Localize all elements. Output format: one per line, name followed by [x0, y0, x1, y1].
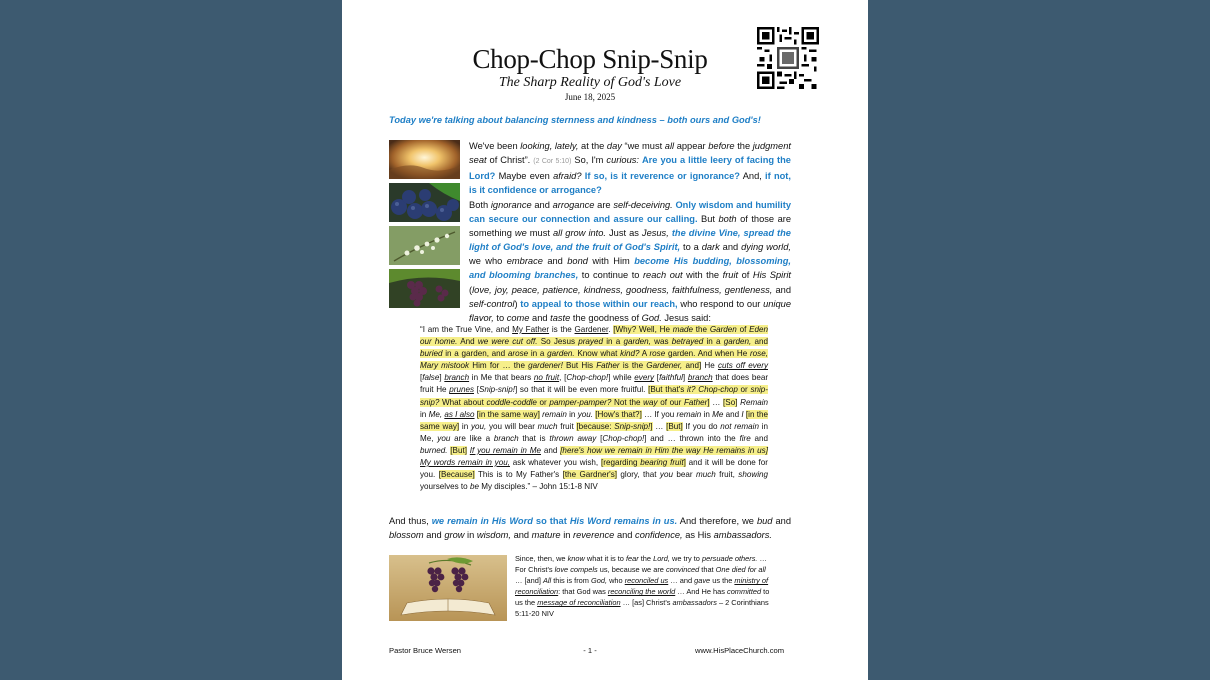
text-segment: with Him — [587, 256, 635, 267]
text-segment: One died for all — [715, 565, 766, 575]
text-segment: He — [701, 361, 718, 371]
page-subtitle: The Sharp Reality of God's Love — [498, 75, 682, 90]
text-segment: wisdom, — [476, 530, 511, 541]
text-segment: taste — [550, 312, 571, 323]
text-segment: with the — [682, 270, 723, 281]
emphasis-text: become His budding, blossoming, and blooming branches, — [469, 256, 792, 281]
text-segment: So Jesus — [537, 337, 579, 347]
text-segment: much — [537, 421, 558, 431]
text-segment: you — [437, 433, 451, 443]
highlight — [601, 458, 686, 467]
text-segment: God, — [591, 576, 608, 586]
page-title: Chop-Chop Snip-Snip — [472, 44, 708, 74]
text-segment: in Me that bears — [469, 373, 534, 383]
text-segment: self-control — [469, 298, 515, 309]
text-segment: that — [699, 565, 716, 575]
text-segment: the — [693, 325, 710, 334]
text-segment: … For Christ's — [515, 554, 767, 575]
emphasis-text: we remain in His Word — [431, 516, 533, 526]
text-segment: us, because we are — [597, 565, 666, 575]
text-segment: afraid? — [553, 171, 582, 182]
grapes-bible-image — [389, 555, 507, 621]
text-segment: … If you — [641, 409, 677, 419]
text-segment: I — [741, 409, 744, 419]
text-segment: as I also — [444, 409, 475, 419]
text-segment: cuts off every — [717, 361, 768, 371]
text-segment: we — [514, 228, 527, 239]
text-segment: buried — [420, 349, 443, 359]
text-segment: you — [659, 470, 673, 480]
text-segment: of our — [657, 397, 684, 407]
text-segment: we try to — [669, 554, 702, 563]
text-segment: Him for … the — [469, 361, 529, 371]
text-segment: A — [639, 349, 650, 359]
text-segment: all grow into. — [552, 228, 607, 239]
text-segment: at the — [578, 141, 607, 151]
highlight: [in the same way] — [420, 409, 768, 431]
text-segment: , [ — [559, 373, 567, 383]
text-segment: Not the — [611, 397, 644, 407]
text-segment: ] — [650, 421, 653, 431]
text-segment: are — [594, 200, 614, 210]
text-segment: and — [719, 242, 742, 253]
text-segment: and — [772, 516, 791, 526]
text-segment: message of reconciliation — [537, 598, 621, 608]
text-segment: mature — [531, 530, 561, 541]
text-segment: Gardener — [574, 325, 609, 334]
text-segment: looking, lately, — [520, 141, 579, 151]
text-segment: of — [736, 325, 750, 334]
text-segment: you. — [577, 409, 593, 419]
text-segment: or — [536, 397, 550, 407]
text-segment: to us the — [515, 587, 770, 608]
text-segment: all — [664, 141, 675, 151]
text-segment: ] — [707, 397, 710, 407]
text-segment: Mary mistook — [420, 361, 470, 371]
text-segment: “we must — [621, 141, 665, 151]
text-segment: “I am the True Vine, and — [420, 325, 513, 334]
text-segment: Chop-chop! — [602, 433, 645, 443]
text-segment: to continue to — [578, 270, 643, 281]
text-segment: of — [738, 270, 753, 281]
text-segment: garden. — [547, 349, 575, 359]
text-segment: reconciling the world — [607, 587, 676, 597]
text-segment: to a — [680, 242, 702, 253]
text-segment: coddle-coddle — [486, 397, 537, 407]
text-segment: branch — [687, 373, 713, 383]
text-segment: If you do — [682, 421, 721, 431]
text-segment: Jesus, — [641, 228, 669, 239]
document-page — [342, 0, 868, 680]
text-segment: of those are something — [469, 214, 792, 239]
text-segment: yourselves to — [420, 482, 470, 492]
text-segment: [Why? Well, He — [613, 325, 673, 334]
text-segment: bond — [567, 256, 588, 267]
text-segment: is the — [549, 325, 575, 334]
paragraph-judgment-seat — [469, 139, 791, 197]
text-segment: [because: — [576, 421, 615, 431]
text-segment: [regarding — [601, 458, 641, 468]
text-segment: come — [506, 312, 530, 323]
text-segment: grow — [444, 530, 465, 541]
text-segment: bear — [672, 470, 696, 480]
text-segment: Snip-snip! — [478, 385, 515, 395]
text-segment: … — [652, 421, 667, 431]
text-segment: thrown away — [549, 433, 597, 443]
text-segment: confidence, — [635, 530, 683, 541]
text-segment: garden, — [723, 337, 752, 347]
text-segment: and — [541, 445, 561, 455]
text-segment: rose — [649, 349, 666, 359]
text-segment: unique flavor, — [469, 298, 792, 323]
text-segment: remain — [676, 409, 702, 419]
text-segment: it? Chop-chop — [687, 385, 738, 395]
text-segment: false — [422, 373, 440, 383]
text-segment: who respond to our — [677, 298, 764, 309]
text-segment: bud — [756, 516, 773, 526]
text-segment: pamper-pamper? — [549, 397, 612, 407]
text-segment: persuade others. — [701, 554, 758, 563]
text-segment: remain — [542, 409, 567, 419]
text-segment: judgment seat — [469, 141, 791, 166]
text-segment: made — [672, 325, 693, 334]
emphasis-text: Are you a little leery of facing the Lord? — [469, 155, 791, 182]
text-segment: and] — [682, 361, 702, 371]
text-segment: fruit — [722, 270, 739, 281]
text-segment: appear — [674, 141, 709, 151]
text-segment: of Christ”. — [486, 155, 534, 166]
grapes-image — [389, 269, 460, 308]
text-segment: And thus, — [389, 516, 432, 526]
emphasis-text: to appeal to those within our reach, — [520, 298, 678, 309]
text-segment: ambassadors. — [713, 530, 773, 541]
text-segment: … [and] — [515, 576, 543, 586]
text-segment: in — [566, 409, 578, 419]
text-segment: ] so that it will be even more fruitful. — [514, 385, 649, 395]
text-segment: who — [607, 576, 625, 586]
highlight: [Because] — [438, 470, 475, 480]
text-segment: ] — [682, 373, 688, 383]
text-segment: was — [650, 337, 672, 347]
emphasis-text: so that — [532, 516, 570, 526]
text-segment: and — [423, 530, 445, 541]
text-segment: ambassadors — [672, 598, 717, 608]
text-segment: us the — [710, 576, 735, 586]
text-segment: Gardener, — [646, 361, 683, 371]
text-segment: gave — [694, 576, 711, 586]
footer-author: Pastor Bruce Wersen — [389, 646, 462, 655]
text-segment: This is to My Father's — [474, 470, 563, 480]
text-segment: fear — [625, 554, 639, 563]
text-segment: that is — [518, 433, 550, 443]
text-segment: So, I'm — [571, 155, 607, 166]
heavenly-light-image — [389, 140, 460, 179]
text-segment: that does bear fruit He — [420, 373, 769, 395]
text-segment: self-deceiving. — [613, 200, 673, 210]
text-segment: [ — [474, 385, 479, 395]
text-segment: . — [608, 325, 614, 334]
text-segment: reconciled us — [624, 576, 669, 586]
text-segment: And — [457, 337, 478, 347]
text-segment: in — [459, 421, 471, 431]
highlight: [So] — [723, 397, 738, 407]
text-segment: in — [560, 530, 574, 541]
text-segment: And, — [739, 171, 766, 182]
text-segment: [ — [654, 373, 660, 383]
text-segment: My Father — [512, 325, 550, 334]
text-segment: God. — [641, 312, 662, 323]
text-segment: arose — [507, 349, 529, 359]
text-segment: … And He has — [675, 587, 727, 597]
text-segment: or — [737, 385, 751, 395]
text-segment: ] — [683, 458, 686, 468]
text-segment: kind? — [620, 349, 640, 359]
text-segment: [ — [596, 433, 603, 443]
text-segment: and it will be done for you. — [420, 458, 768, 480]
text-segment: the — [734, 141, 753, 151]
text-segment: My disciples.” – John 15:1-8 NIV — [478, 482, 598, 492]
text-segment: way — [643, 397, 658, 407]
text-segment: and — [542, 256, 568, 267]
text-segment: and — [531, 200, 553, 210]
text-segment: Eden our home. — [420, 325, 769, 347]
highlight: [in the same way] — [476, 409, 540, 419]
text-segment: in a — [703, 337, 724, 347]
text-segment: What about — [439, 397, 487, 407]
text-segment: : that God was — [558, 587, 608, 597]
highlight: [How's that?] — [595, 409, 642, 419]
text-segment: you will bear — [486, 421, 538, 431]
text-segment: and — [751, 337, 768, 347]
text-segment: reverence — [573, 530, 615, 541]
emphasis-text: His Word remains in us. — [569, 516, 678, 526]
text-segment: prayed — [578, 337, 603, 347]
text-segment: in — [420, 409, 429, 419]
text-segment: this is from — [551, 576, 591, 586]
text-segment: faithful — [659, 373, 683, 383]
text-segment: must — [526, 228, 553, 239]
text-segment: the goodness of — [570, 312, 642, 323]
text-segment: Father — [596, 361, 620, 371]
text-segment: are like a — [450, 433, 494, 443]
text-segment: not remain — [720, 421, 759, 431]
text-segment: in a — [602, 337, 624, 347]
qr-code-icon — [757, 27, 819, 89]
text-segment: Since, then, we — [515, 554, 568, 563]
text-segment: reach out — [642, 270, 683, 281]
text-segment: Know what — [574, 349, 621, 359]
text-segment: ( — [469, 284, 473, 295]
text-segment: prunes — [449, 385, 474, 395]
text-segment: as His — [682, 530, 714, 541]
text-segment: to — [493, 312, 507, 323]
text-segment: betrayed — [671, 337, 704, 347]
text-segment: – 2 Corinthians 5:11-20 NIV — [515, 598, 769, 619]
paragraph-ignorance-arrogance — [469, 198, 791, 325]
text-segment: the — [638, 554, 654, 563]
text-segment: And therefore, we — [677, 516, 757, 526]
text-segment: curious: — [606, 155, 639, 166]
text-segment: what it is to — [584, 554, 626, 563]
text-segment: Both — [469, 200, 491, 210]
text-segment: before — [708, 141, 735, 151]
text-segment: His Spirit — [752, 270, 791, 281]
text-segment: snip-snip? — [420, 385, 768, 407]
text-segment: [But that's — [648, 385, 687, 395]
text-segment: and — [723, 409, 742, 419]
page-date: June 18, 2025 — [564, 92, 616, 102]
scripture-quote-2cor5 — [515, 553, 771, 620]
text-segment: Me, — [428, 409, 443, 419]
text-segment: ] while — [608, 373, 635, 383]
text-segment: [ — [420, 373, 423, 383]
text-segment: much — [695, 470, 716, 480]
text-segment: garden, — [623, 337, 651, 347]
text-segment: be — [469, 482, 479, 492]
highlight: [But] — [450, 445, 467, 455]
text-segment: embrace — [506, 256, 543, 267]
text-segment: you, — [470, 421, 487, 431]
text-segment: day — [606, 141, 622, 151]
text-segment: branch — [444, 373, 470, 383]
text-segment: ministry of reconciliation — [515, 576, 769, 597]
emphasis-text: the divine Vine, spread the light of God's love, and the fruit of God's Spirit, — [469, 228, 791, 253]
text-segment: Lord, — [653, 554, 670, 563]
emphasis-text: If so, is it reverence or ignorance? — [584, 171, 740, 182]
text-segment: glory, that — [617, 470, 660, 480]
text-segment: both — [718, 214, 737, 225]
text-segment: gardener! — [528, 361, 563, 371]
text-segment: fruit — [557, 421, 577, 431]
text-segment: showing — [738, 470, 768, 480]
text-segment: every — [634, 373, 655, 383]
text-segment: All — [542, 576, 552, 586]
emphasis-text: Only wisdom and humility can secure our connection and assure our calling. — [469, 200, 791, 225]
text-segment: Remain — [740, 397, 768, 407]
text-segment: dark — [701, 242, 720, 253]
text-segment: Snip-snip! — [614, 421, 651, 431]
text-segment: in a garden, and — [442, 349, 508, 359]
text-segment: But His — [562, 361, 597, 371]
highlight: [here's how we remain in Him the way He remains in us] — [560, 445, 768, 455]
emphasis-text: if not, is it confidence or arrogance? — [469, 171, 791, 196]
text-segment: My words remain in you, — [420, 458, 510, 468]
text-segment: convinced — [665, 565, 700, 575]
text-segment: in — [701, 409, 713, 419]
text-segment: and — [510, 530, 532, 541]
text-segment: But — [697, 214, 719, 225]
text-segment: We've been — [469, 141, 521, 151]
text-segment: … [as] Christ's — [620, 598, 673, 608]
text-segment: blossom — [389, 530, 424, 541]
text-segment: and — [772, 284, 791, 295]
text-segment: Me — [712, 409, 724, 419]
footer-website-link[interactable]: www.HisPlaceChurch.com — [695, 646, 785, 655]
text-segment: and — [529, 312, 551, 323]
text-segment: burned. — [420, 445, 448, 455]
text-segment: and — [614, 530, 636, 541]
text-segment: ] and … thrown into the — [644, 433, 740, 443]
text-segment: we who — [469, 256, 507, 267]
text-segment: bearing fruit — [640, 458, 684, 468]
text-segment: Chop-chop! — [566, 373, 609, 383]
text-segment: arrogance — [552, 200, 595, 210]
scripture-quote-john15 — [420, 324, 768, 493]
text-segment: Father — [683, 397, 708, 407]
text-segment: committed — [727, 587, 762, 597]
text-segment: dying world, — [741, 242, 791, 253]
text-segment: ] — [439, 373, 445, 383]
text-segment: … — [709, 397, 724, 407]
text-segment: … and — [668, 576, 695, 586]
blueberries-image — [389, 183, 460, 222]
paragraph-remain-in-word — [389, 514, 791, 542]
text-segment: and — [750, 433, 769, 443]
text-segment: Jesus said: — [661, 312, 711, 323]
citation: (2 Cor 5:10) — [533, 158, 572, 166]
text-segment: branch — [493, 433, 519, 443]
text-segment: know — [567, 554, 585, 563]
text-segment: in a — [528, 349, 548, 359]
highlight: [But] — [666, 421, 683, 431]
text-segment: ) — [514, 298, 521, 309]
blossom-branch-image — [389, 226, 460, 265]
text-segment: Just as — [606, 228, 642, 239]
text-segment: we were cut off. — [477, 337, 538, 347]
text-segment: in — [464, 530, 477, 541]
text-segment: in Me, — [420, 421, 768, 443]
text-segment: garden. And when He — [665, 349, 750, 359]
text-segment: love compels — [554, 565, 598, 575]
text-segment: If you remain in Me — [469, 445, 541, 455]
text-segment: ask whatever you wish, — [509, 458, 601, 468]
intro-heading: Today we're talking about balancing sternness and kindness – both ours and God's! — [389, 115, 761, 125]
text-segment: rose, — [749, 349, 768, 359]
highlight — [576, 422, 652, 431]
highlight: [the Gardner's] — [562, 470, 618, 480]
text-segment: love, joy, peace, patience, kindness, goodness, faithfulness, gentleness, — [472, 284, 773, 295]
text-segment: fruit, — [715, 470, 739, 480]
text-segment: ignorance — [490, 200, 532, 210]
text-segment: Maybe even — [495, 171, 554, 182]
footer-page-number: - 1 - — [583, 646, 597, 655]
text-segment: no fruit — [533, 373, 560, 383]
text-segment: fire — [739, 433, 751, 443]
text-segment: Garden — [709, 325, 737, 334]
text-segment: is the — [619, 361, 647, 371]
